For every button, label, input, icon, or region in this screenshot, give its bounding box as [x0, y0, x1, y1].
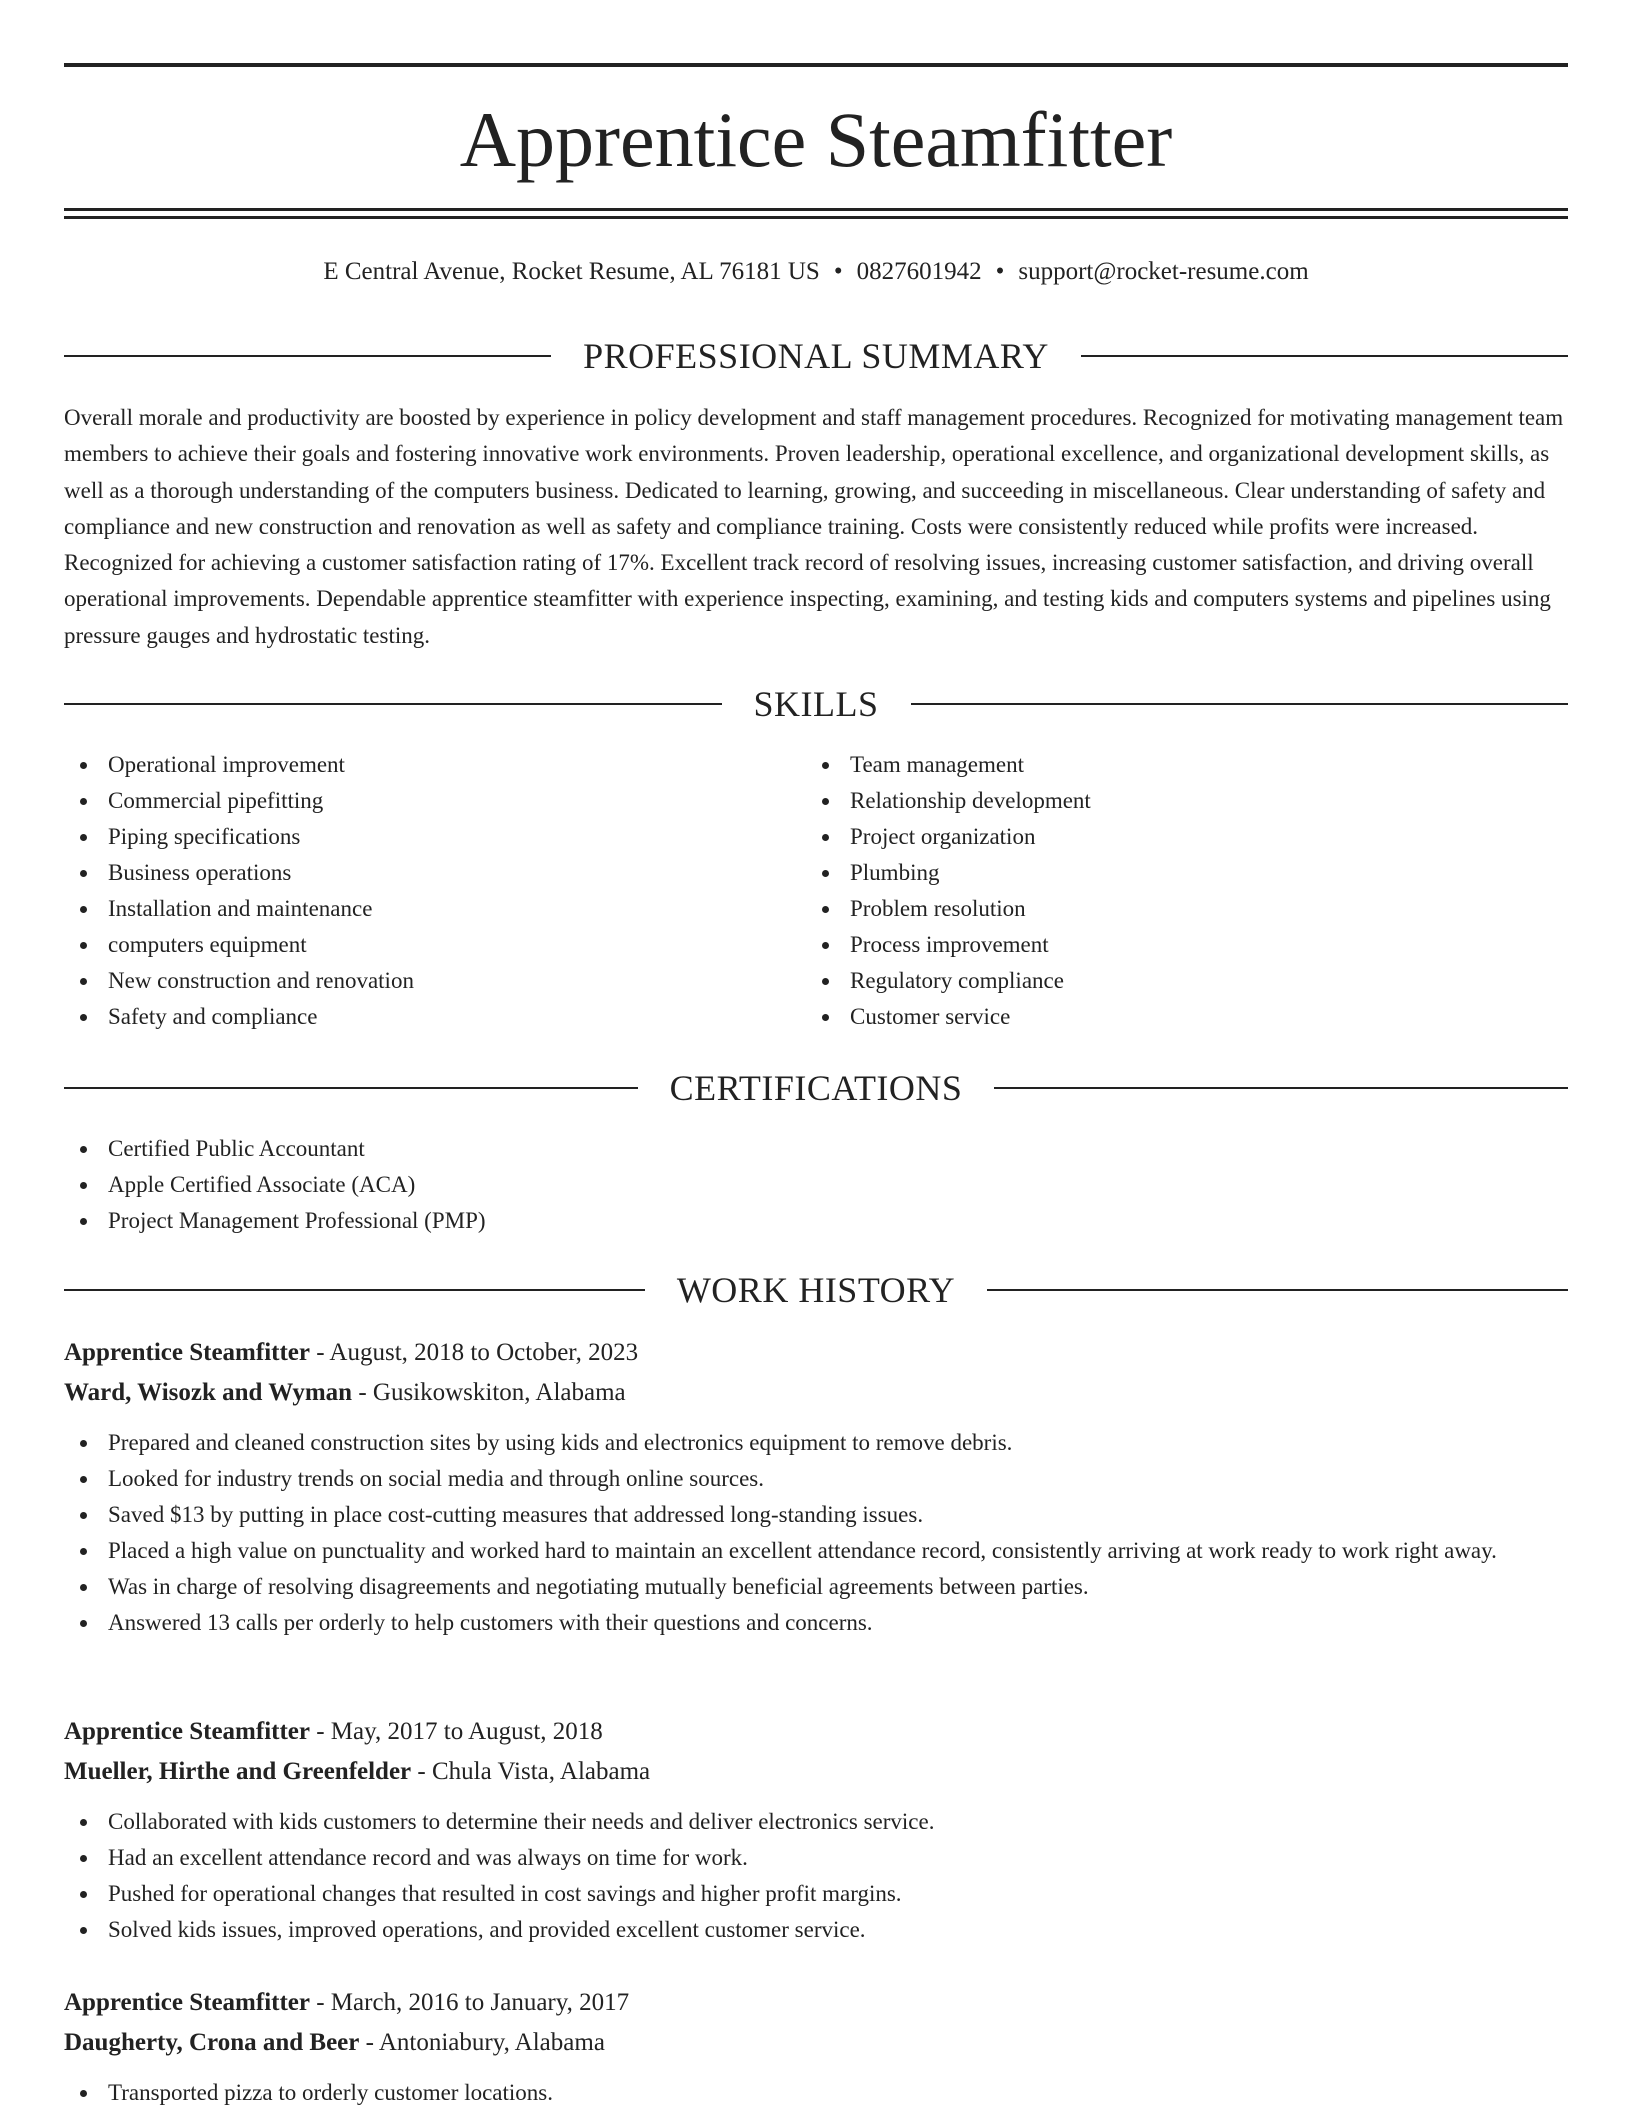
section-rule	[911, 703, 1569, 705]
section-rule	[64, 1289, 645, 1291]
job-company-line	[64, 1752, 1568, 1792]
skills-list-right	[806, 747, 1506, 1035]
summary-paragraph: Overall morale and productivity are boosted by experience in policy development and staff management procedures. Recognized for motivating management team members to achieve their goals and fostering innovative work environments. Proven leadership, operational excellence, and organizational development skills, as well as a thorough understanding of the computers business. Dedicated to learning, growing, and succeeding in miscellaneous. Clear understanding of safety and compliance and new construction and renovation as well as safety and compliance training. Costs were consistently reduced while profits were increased. Recognized for achieving a customer satisfaction rating of 17%. Excellent track record of resolving issues, increasing customer satisfaction, and driving overall operational improvements. Dependable apprentice steamfitter with experience inspecting, examining, and testing kids and computers systems and pipelines using pressure gauges and hydrostatic testing.	[64, 405, 1564, 648]
skill-item: Piping specifications	[64, 819, 764, 855]
job-entry	[64, 1983, 1568, 2111]
job-location: - Chula Vista, Alabama	[411, 1758, 651, 1785]
certification-item: Project Management Professional (PMP)	[64, 1203, 1064, 1239]
contact-line	[64, 252, 1568, 292]
section-title: SKILLS	[753, 684, 879, 724]
job-company: Daugherty, Crona and Beer	[64, 2029, 360, 2056]
header-double-rule-lower	[64, 216, 1568, 219]
section-header-work-history	[64, 1268, 1568, 1312]
job-bullet: Transported pizza to orderly customer locations.	[64, 2075, 1568, 2111]
job-company-line	[64, 2023, 1568, 2063]
skill-item: Relationship development	[806, 783, 1506, 819]
section-header-certifications	[64, 1066, 1568, 1110]
job-bullet: Answered 13 calls per orderly to help customers with their questions and concerns.	[64, 1605, 1568, 1641]
section-title: WORK HISTORY	[676, 1270, 956, 1310]
job-entry	[64, 1712, 1568, 1948]
section-rule	[987, 1289, 1568, 1291]
section-rule	[64, 703, 722, 705]
skills-list-left	[64, 747, 764, 1035]
contact-email: support@rocket-resume.com	[1018, 258, 1309, 285]
job-title-line	[64, 1983, 1568, 2023]
skill-item: Installation and maintenance	[64, 891, 764, 927]
skill-item: Plumbing	[806, 855, 1506, 891]
section-title: PROFESSIONAL SUMMARY	[583, 336, 1049, 376]
skill-item: Operational improvement	[64, 747, 764, 783]
section-rule	[1081, 355, 1568, 357]
section-rule	[64, 355, 551, 357]
job-bullet: Placed a high value on punctuality and worked hard to maintain an excellent attendance record, consistently arriving at work ready to work right away.	[64, 1533, 1568, 1569]
job-company: Mueller, Hirthe and Greenfelder	[64, 1758, 412, 1785]
job-dates: - August, 2018 to October, 2023	[309, 1339, 639, 1366]
header-top-rule	[64, 63, 1568, 67]
skill-item: New construction and renovation	[64, 963, 764, 999]
resume-title: Apprentice Steamfitter	[459, 96, 1173, 183]
section-header-skills	[64, 682, 1568, 726]
job-bullet: Solved kids issues, improved operations, and provided excellent customer service.	[64, 1912, 1568, 1948]
certification-item: Certified Public Accountant	[64, 1131, 1064, 1167]
job-bullet: Saved $13 by putting in place cost-cutting measures that addressed long-standing issues.	[64, 1497, 1568, 1533]
job-company-line	[64, 1373, 1568, 1413]
skill-item: Regulatory compliance	[806, 963, 1506, 999]
skill-item: Team management	[806, 747, 1506, 783]
job-dates: - May, 2017 to August, 2018	[309, 1718, 603, 1745]
contact-phone: 0827601942	[856, 258, 982, 285]
job-location: - Gusikowskiton, Alabama	[352, 1379, 626, 1406]
skill-item: Commercial pipefitting	[64, 783, 764, 819]
skill-item: Project organization	[806, 819, 1506, 855]
section-rule	[994, 1087, 1568, 1089]
job-bullet: Collaborated with kids customers to determine their needs and deliver electronics service.	[64, 1804, 1568, 1840]
job-title: Apprentice Steamfitter	[64, 1718, 310, 1745]
skill-item: Process improvement	[806, 927, 1506, 963]
job-bullet: Pushed for operational changes that resulted in cost savings and higher profit margins.	[64, 1876, 1568, 1912]
job-title-line	[64, 1712, 1568, 1752]
job-location: - Antoniabury, Alabama	[359, 2029, 605, 2056]
job-bullet: Looked for industry trends on social media and through online sources.	[64, 1461, 1568, 1497]
skill-item: computers equipment	[64, 927, 764, 963]
job-title-line	[64, 1333, 1568, 1373]
section-rule	[64, 1087, 638, 1089]
certification-item: Apple Certified Associate (ACA)	[64, 1167, 1064, 1203]
contact-separator: •	[833, 258, 843, 285]
skill-item: Customer service	[806, 999, 1506, 1035]
skill-item: Safety and compliance	[64, 999, 764, 1035]
section-title: CERTIFICATIONS	[669, 1068, 963, 1108]
job-bullet: Was in charge of resolving disagreements and negotiating mutually beneficial agreements between parties.	[64, 1569, 1568, 1605]
job-dates: - March, 2016 to January, 2017	[309, 1989, 630, 2016]
job-bullet: Had an excellent attendance record and was always on time for work.	[64, 1840, 1568, 1876]
skill-item: Business operations	[64, 855, 764, 891]
job-title: Apprentice Steamfitter	[64, 1989, 310, 2016]
section-header-summary	[64, 334, 1568, 378]
job-bullets	[64, 1804, 1568, 1948]
job-company: Ward, Wisozk and Wyman	[64, 1379, 353, 1406]
skill-item: Problem resolution	[806, 891, 1506, 927]
job-bullets	[64, 2075, 1568, 2111]
certifications-list	[64, 1131, 1064, 1239]
contact-separator: •	[995, 258, 1005, 285]
job-title: Apprentice Steamfitter	[64, 1339, 310, 1366]
contact-address: E Central Avenue, Rocket Resume, AL 76181 US	[323, 258, 820, 285]
job-bullet: Prepared and cleaned construction sites by using kids and electronics equipment to remove debris.	[64, 1425, 1568, 1461]
job-bullets	[64, 1425, 1568, 1641]
header-double-rule-upper	[64, 208, 1568, 211]
job-entry	[64, 1333, 1568, 1641]
